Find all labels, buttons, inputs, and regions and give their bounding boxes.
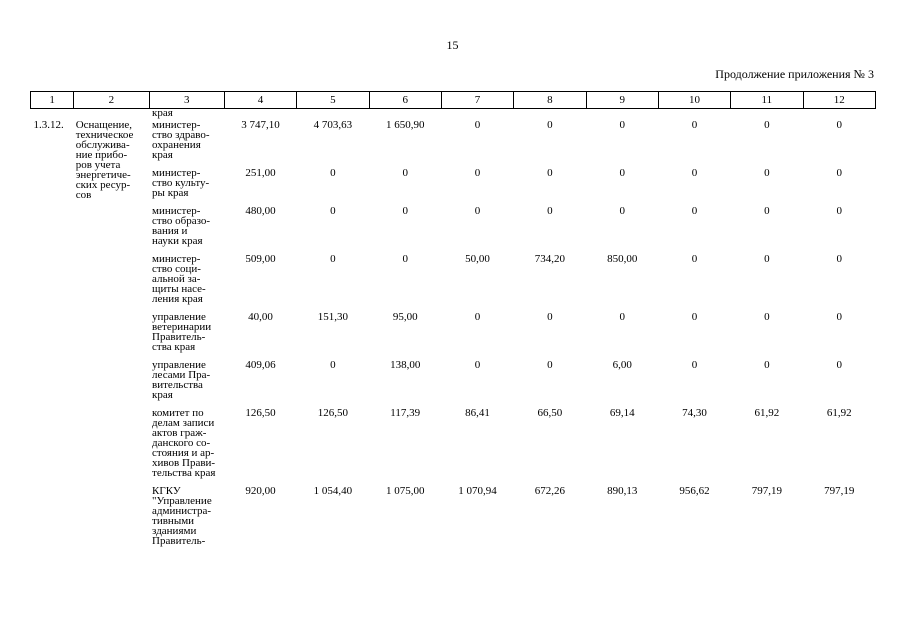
organization-line: министер-: [152, 205, 201, 217]
table-row: [31, 358, 876, 406]
organization-line: охранения: [152, 139, 201, 151]
item-name-line: сов: [75, 189, 92, 201]
budget-table: [30, 91, 876, 552]
empty-cell: [369, 109, 441, 119]
column-number-4: 4: [224, 92, 296, 109]
table-row: [31, 252, 876, 310]
organization-line: тельства края: [152, 467, 216, 479]
column-number-7: 7: [441, 92, 513, 109]
value-cell-col-7: 1 070,94: [458, 485, 497, 497]
organization-line: альной за-: [152, 273, 201, 285]
table-row: [31, 204, 876, 252]
empty-cell: [297, 109, 369, 119]
value-cell-col-5: 4 703,63: [313, 119, 353, 131]
item-name-line: ров учета: [75, 159, 121, 171]
item-name-line: ских ресур-: [75, 179, 131, 191]
page-number: 15: [446, 38, 459, 52]
responsible-organization: [149, 310, 224, 358]
value-cell-col-6: 95,00: [392, 311, 418, 323]
value-cell-col-10: 0: [691, 253, 698, 265]
value-cell-col-10: 956,62: [679, 485, 710, 497]
value-cell-col-10: 74,30: [682, 407, 707, 419]
organization-line: делам записи: [152, 417, 215, 429]
column-number-3: 3: [149, 92, 224, 109]
empty-cell: [658, 109, 730, 119]
organization-line: управление: [152, 359, 206, 371]
value-cell-col-6: 1 650,90: [385, 119, 425, 131]
appendix-continuation-title: Продолжение приложения № 3: [715, 67, 874, 81]
empty-cell: [803, 109, 875, 119]
value-cell-col-6: 0: [402, 253, 408, 265]
column-number-9: 9: [586, 92, 658, 109]
organization-line: лесами Пра-: [152, 369, 211, 381]
organization-line: хивов Прави-: [152, 457, 216, 469]
column-number-11: 11: [731, 92, 803, 109]
empty-cell: [731, 109, 803, 119]
value-cell-col-8: 0: [547, 311, 553, 323]
organization-line: администра-: [152, 505, 212, 517]
value-cell-col-8: 672,26: [534, 485, 565, 497]
value-cell-col-11: 0: [764, 311, 770, 323]
organization-line: края: [152, 389, 173, 401]
value-cell-col-9: 890,13: [607, 485, 638, 497]
carryover-row: [31, 109, 876, 119]
value-cell-col-12: 61,92: [826, 407, 852, 419]
carryover-org-cell: [149, 109, 224, 119]
value-cell-col-10: 0: [691, 359, 698, 371]
organization-line: ство здраво-: [152, 129, 210, 141]
value-cell-col-4: 251,00: [245, 167, 276, 179]
organization-line: управление: [152, 311, 206, 323]
column-number-6: 6: [369, 92, 441, 109]
value-cell-col-9: 6,00: [612, 359, 632, 371]
value-cell-col-11: 0: [764, 167, 770, 179]
organization-line: края: [152, 149, 173, 161]
organization-line: ство образо-: [152, 215, 211, 227]
organization-line: данского со-: [152, 437, 211, 449]
value-cell-col-8: 734,20: [534, 253, 565, 265]
value-cell-col-8: 0: [547, 119, 553, 131]
value-cell-col-4: 480,00: [245, 205, 276, 217]
value-cell-col-5: 1 054,40: [313, 485, 353, 497]
value-cell-col-7: 50,00: [465, 253, 490, 265]
organization-line: ство соци-: [152, 263, 201, 275]
empty-cell: [514, 109, 586, 119]
value-cell-col-11: 797,19: [751, 485, 782, 497]
empty-cell: [586, 109, 658, 119]
value-cell-col-4: 509,00: [245, 253, 276, 265]
empty-cell: [74, 109, 149, 119]
organization-line: ры края: [152, 187, 189, 199]
organization-line: щиты насе-: [152, 283, 206, 295]
organization-line: "Управление: [152, 495, 212, 507]
responsible-organization: [149, 118, 224, 166]
value-cell-col-10: 0: [691, 119, 698, 131]
empty-cell: [441, 109, 513, 119]
column-number-8: 8: [514, 92, 586, 109]
value-cell-col-7: 0: [474, 119, 481, 131]
item-name-line: Оснащение,: [75, 119, 133, 131]
responsible-organization: [149, 204, 224, 252]
responsible-organization: [149, 166, 224, 204]
value-cell-col-9: 69,14: [609, 407, 635, 419]
item-name: [74, 118, 149, 552]
table-row: [31, 118, 876, 166]
responsible-organization: [149, 252, 224, 310]
carryover-text: края: [152, 107, 173, 119]
value-cell-col-8: 66,50: [537, 407, 563, 419]
value-cell-col-12: 0: [836, 205, 842, 217]
table-row: [31, 310, 876, 358]
value-cell-col-9: 0: [619, 119, 625, 131]
value-cell-col-6: 138,00: [390, 359, 421, 371]
value-cell-col-12: 797,19: [824, 485, 855, 497]
value-cell-col-11: 61,92: [754, 407, 780, 419]
value-cell-col-4: 126,50: [245, 407, 276, 419]
value-cell-col-8: 0: [547, 167, 553, 179]
organization-line: ство культу-: [152, 177, 210, 189]
value-cell-col-5: 126,50: [317, 407, 348, 419]
value-cell-col-8: 0: [547, 359, 553, 371]
value-cell-col-7: 86,41: [465, 407, 490, 419]
value-cell-col-5: 0: [330, 205, 336, 217]
organization-line: актов граж-: [152, 427, 207, 439]
organization-line: стояния и ар-: [152, 447, 215, 459]
item-name-line: энергетиче-: [75, 169, 131, 181]
value-cell-col-7: 0: [474, 205, 481, 217]
column-number-2: 2: [74, 92, 149, 109]
value-cell-col-4: 3 747,10: [241, 119, 280, 131]
organization-line: тивными: [152, 515, 195, 527]
organization-line: Правитель-: [152, 331, 206, 343]
value-cell-col-10: 0: [691, 311, 698, 323]
value-cell-col-4: 409,06: [245, 359, 276, 371]
value-cell-col-11: 0: [764, 119, 770, 131]
organization-line: науки края: [152, 235, 203, 247]
value-cell-col-9: 850,00: [607, 253, 638, 265]
empty-cell: [224, 109, 296, 119]
organization-line: ветеринарии: [152, 321, 212, 333]
value-cell-col-12: 0: [836, 119, 842, 131]
organization-line: ства края: [152, 341, 196, 353]
table-row: [31, 484, 876, 552]
responsible-organization: [149, 484, 224, 552]
organization-line: Правитель-: [152, 535, 206, 547]
value-cell-col-5: 151,30: [317, 311, 348, 323]
value-cell-col-7: 0: [474, 167, 481, 179]
column-number-5: 5: [297, 92, 369, 109]
value-cell-col-12: 0: [836, 311, 842, 323]
organization-line: КГКУ: [152, 485, 181, 497]
value-cell-col-11: 0: [764, 253, 770, 265]
organization-line: министер-: [152, 119, 201, 131]
value-cell-col-5: 0: [330, 359, 336, 371]
organization-line: ления края: [152, 293, 203, 305]
value-cell-col-12: 0: [836, 359, 842, 371]
value-cell-col-5: 0: [330, 253, 336, 265]
column-number-12: 12: [803, 92, 875, 109]
value-cell-col-8: 0: [547, 205, 553, 217]
value-cell-col-11: 0: [764, 205, 770, 217]
column-number-header: [31, 92, 876, 109]
value-cell-col-9: 0: [619, 167, 625, 179]
organization-line: вания и: [152, 225, 188, 237]
responsible-organization: [149, 358, 224, 406]
item-code: 1.3.12.: [33, 119, 64, 131]
item-name-line: ние прибо-: [75, 149, 128, 161]
value-cell-col-10: 0: [691, 205, 698, 217]
table-row: [31, 406, 876, 484]
value-cell-col-6: 1 075,00: [385, 485, 425, 497]
table-body: [31, 109, 876, 553]
responsible-organization: [149, 406, 224, 484]
value-cell-col-6: 0: [402, 167, 408, 179]
organization-line: вительства: [152, 379, 203, 391]
column-number-10: 10: [658, 92, 730, 109]
value-cell-col-12: 0: [836, 253, 842, 265]
organization-line: комитет по: [152, 407, 204, 419]
value-cell-col-7: 0: [474, 359, 481, 371]
column-number-1: 1: [31, 92, 74, 109]
organization-line: министер-: [152, 167, 201, 179]
table-row: [31, 166, 876, 204]
organization-line: зданиями: [152, 525, 197, 537]
value-cell-col-12: 0: [836, 167, 842, 179]
value-cell-col-5: 0: [330, 167, 336, 179]
item-name-line: техническое: [75, 129, 134, 141]
organization-line: министер-: [152, 253, 201, 265]
item-name-line: обслужива-: [75, 139, 130, 151]
value-cell-col-9: 0: [619, 205, 625, 217]
value-cell-col-9: 0: [619, 311, 625, 323]
value-cell-col-4: 920,00: [245, 485, 276, 497]
empty-cell: [31, 109, 74, 119]
value-cell-col-11: 0: [764, 359, 770, 371]
value-cell-col-7: 0: [474, 311, 481, 323]
value-cell-col-6: 117,39: [390, 407, 421, 419]
value-cell-col-10: 0: [691, 167, 698, 179]
value-cell-col-6: 0: [402, 205, 408, 217]
value-cell-col-4: 40,00: [248, 311, 273, 323]
